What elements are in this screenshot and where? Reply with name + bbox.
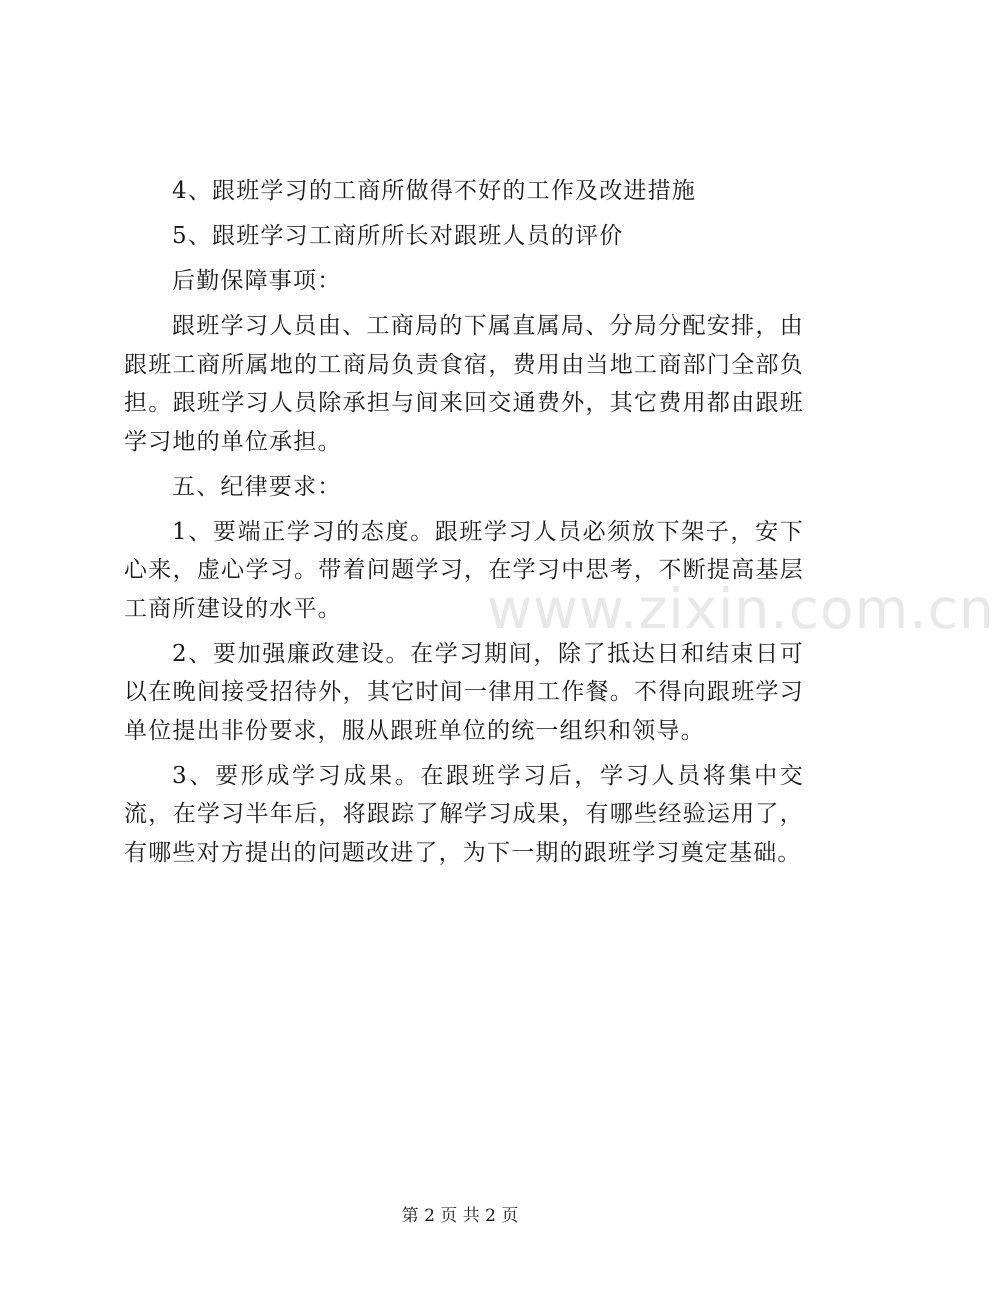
section-heading-discipline: 五、纪律要求： bbox=[172, 473, 342, 500]
paragraph-discipline-1: 1、要端正学习的态度。跟班学习人员必须放下架子，安下心来，虚心学习。带着问题学习，在学习中思考，不断提高基层工商所建设的水平。 bbox=[124, 518, 804, 622]
document-body bbox=[124, 172, 804, 879]
paragraph-logistics: 跟班学习人员由、工商局的下属直属局、分局分配安排，由跟班工商所属地的工商局负责食宿，费用由当地工商部门全部负担。跟班学习人员除承担与间来回交通费外，其它费用都由跟班学习地的单位承担。 bbox=[124, 313, 804, 455]
list-item-4: 4、跟班学习的工商所做得不好的工作及改进措施 bbox=[172, 178, 697, 204]
section-heading-logistics: 后勤保障事项： bbox=[172, 268, 342, 294]
list-item-5: 5、跟班学习工商所所长对跟班人员的评价 bbox=[172, 223, 624, 249]
page-footer: 第 2 页 共 2 页 bbox=[401, 1206, 519, 1226]
paragraph-discipline-2: 2、要加强廉政建设。在学习期间，除了抵达日和结束日可以在晚间接受招待外，其它时间一律用工作餐。不得向跟班学习单位提出非份要求，服从跟班单位的统一组织和领导。 bbox=[124, 640, 804, 744]
watermark: www.zixin.com.cn bbox=[487, 577, 995, 641]
paragraph-discipline-3: 3、要形成学习成果。在跟班学习后，学习人员将集中交流，在学习半年后，将跟踪了解学习成果，有哪些经验运用了，有哪些对方提出的问题改进了，为下一期的跟班学习奠定基础。 bbox=[124, 762, 804, 866]
